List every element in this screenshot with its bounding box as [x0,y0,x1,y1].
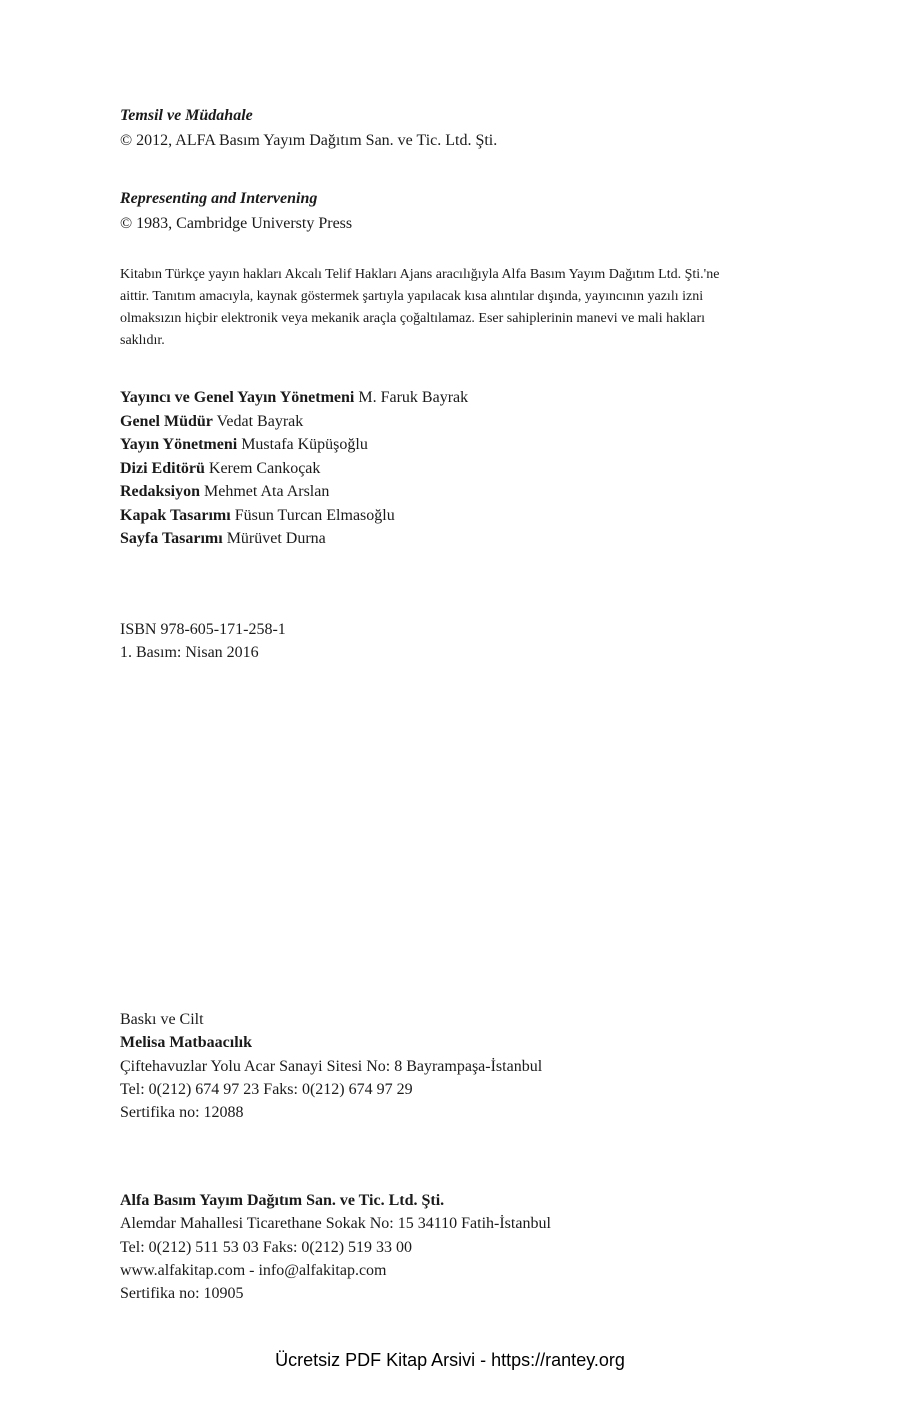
credit-cover-design [120,504,780,528]
credit-label: Sayfa Tasarımı [120,530,223,547]
credit-redaction [120,480,780,504]
isbn-block [120,618,780,664]
publisher-address: Alemdar Mahallesi Ticarethane Sokak No: 15 34110 Fatih-İstanbul [120,1215,551,1233]
publisher-name: Alfa Basım Yayım Dağıtım San. ve Tic. Ltd. Şti. [120,1192,445,1209]
printer-phone: Tel: 0(212) 674 97 23 Faks: 0(212) 674 97 29 [120,1080,413,1098]
printer-name: Melisa Matbaacılık [120,1034,252,1052]
turkish-copyright: © 2012, ALFA Basım Yayım Dağıtım San. ve Tic. Ltd. Şti. [120,132,498,149]
publisher-block [120,1189,780,1305]
credit-label: Redaksiyon [120,483,201,500]
original-edition-block [120,187,780,237]
publisher-certificate: Sertifika no: 10905 [120,1285,244,1303]
printer-block [120,1008,780,1124]
credit-value: Vedat Bayrak [216,412,304,430]
isbn-number: ISBN 978-605-171-258-1 [120,621,286,638]
edition-info: 1. Basım: Nisan 2016 [120,644,259,661]
publisher-phone: Tel: 0(212) 511 53 03 Faks: 0(212) 519 33 00 [120,1238,413,1256]
credit-series-editor [120,457,780,481]
credit-page-design [120,527,780,551]
credit-value: Füsun Turcan Elmasoğlu [234,506,395,524]
credit-label: Yayın Yönetmeni [120,436,238,453]
printer-address: Çiftehavuzlar Yolu Acar Sanayi Sitesi No: 8 Bayrampaşa-İstanbul [120,1057,543,1075]
original-copyright: © 1983, Cambridge Universty Press [120,215,353,232]
credit-value: Kerem Cankoçak [208,459,321,477]
turkish-edition-block [120,104,780,154]
credit-value: Mehmet Ata Arslan [204,483,330,500]
turkish-title: Temsil ve Müdahale [120,107,253,124]
credit-label: Yayıncı ve Genel Yayın Yönetmeni [120,389,355,406]
credit-label: Dizi Editörü [120,459,205,477]
credit-label: Kapak Tasarımı [120,506,231,524]
publisher-web-email: www.alfakitap.com - info@alfakitap.com [120,1261,387,1279]
footer-watermark: Ücretsiz PDF Kitap Arsivi - https://rantey.org [275,1350,625,1370]
credit-label: Genel Müdür [120,412,213,430]
credit-value: M. Faruk Bayrak [358,389,469,406]
printer-certificate: Sertifika no: 12088 [120,1104,244,1122]
credits-list [120,386,780,551]
rights-notice: Kitabın Türkçe yayın hakları Akcalı Telif Hakları Ajans aracılığıyla Alfa Basım Yayım Dağıtım Ltd. Şti.'ne aittir. Tanıtım amacıyla, kaynak göstermek şartıyla yapılacak kısa alıntılar dışında, yayıncının yazılı izni olmaksızın hiçbir elektronik veya mekanik araçla çoğaltılamaz. Eser sahiplerinin manevi ve mali hakları saklıdır. [120,267,720,348]
credit-general-manager [120,410,780,434]
printer-heading: Baskı ve Cilt [120,1011,204,1028]
credit-value: Mustafa Küpüşoğlu [241,436,368,453]
credit-publisher-editor [120,386,780,410]
original-title: Representing and Intervening [120,190,318,207]
credit-value: Mürüvet Durna [226,530,326,547]
credit-publishing-director [120,433,780,457]
